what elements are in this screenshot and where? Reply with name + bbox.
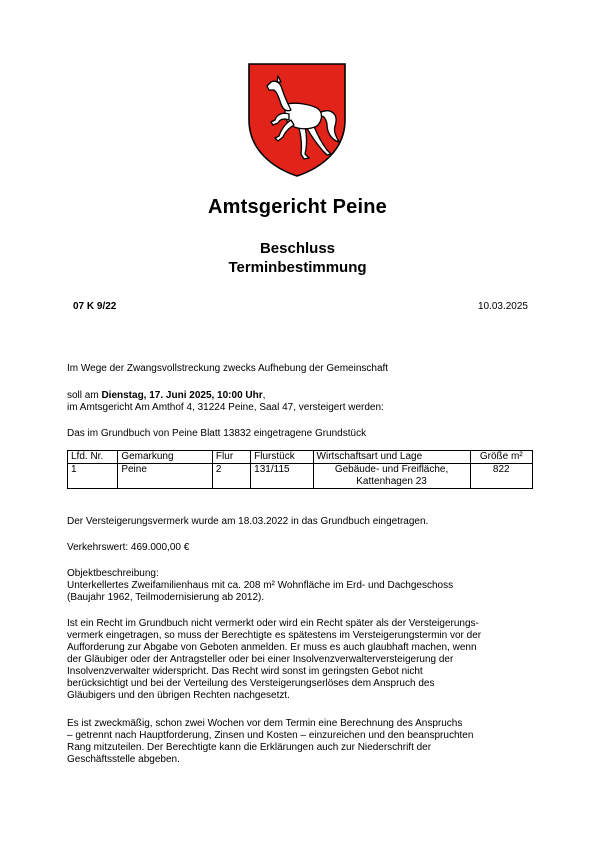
- termin-place: im Amtsgericht Am Amthof 4, 31224 Peine, Saal 47, versteigert werden:: [67, 402, 384, 413]
- verkehrswert-text: Verkehrswert: 469.000,00 €: [67, 542, 190, 553]
- cell-gemarkung: Peine: [118, 464, 213, 489]
- cell-flurstueck: 131/115: [251, 464, 313, 489]
- recht-line: Insolvenzverwalter widerspricht. Das Recht wird sonst im geringsten Gebot nicht: [67, 666, 423, 677]
- doc-subtitle: Terminbestimmung: [228, 259, 367, 276]
- recht-line: Ist ein Recht im Grundbuch nicht vermerkt oder wird ein Recht später als der Versteigerungs-: [67, 618, 479, 629]
- termin-line: [67, 390, 533, 402]
- col-header-lfd: Lfd. Nr.: [68, 451, 118, 464]
- file-number: 07 K 9/22: [73, 301, 117, 312]
- zweck-line: – getrennt nach Hauptforderung, Zinsen und Kosten – einzureichen und den beanspruchten: [67, 730, 474, 741]
- zweck-line: Es ist zweckmäßig, schon zwei Wochen vor dem Termin eine Berechnung des Anspruchs: [67, 718, 463, 729]
- objekt-line: Unterkellertes Zweifamilienhaus mit ca. 208 m² Wohnfläche im Erd- und Dachgeschoss: [67, 580, 454, 591]
- zweck-paragraph: [67, 718, 533, 766]
- document-title: [0, 239, 595, 277]
- recht-line: vermerk eingetragen, so muss der Berechtigte es spätestens im Versteigerungstermin vor der: [67, 630, 482, 641]
- col-header-lage: Wirtschaftsart und Lage: [313, 451, 470, 464]
- recht-line: Aufforderung zur Abgabe von Geboten anmelden. Er muss es auch glaubhaft machen, wenn: [67, 642, 477, 653]
- col-header-flurstueck: Flurstück: [251, 451, 313, 464]
- cell-lage-line2: Kattenhagen 23: [356, 476, 427, 487]
- cell-flur: 2: [212, 464, 250, 489]
- zweck-line: Rang mitzuteilen. Der Berechtigte kann die Erklärungen auch zur Niederschrift der: [67, 742, 432, 753]
- termin-suffix: ,: [262, 390, 266, 401]
- cell-lfd: 1: [68, 464, 118, 489]
- recht-line: der Gläubiger oder der Antragsteller oder bei einer Insolvenzverwalterversteigerung der: [67, 654, 454, 665]
- col-header-groesse: Größe m²: [470, 451, 532, 464]
- col-header-flur: Flur: [212, 451, 250, 464]
- recht-line: berücksichtigt und bei der Verteilung des Versteigerungserlöses dem Anspruch des: [67, 678, 435, 689]
- vermerk-paragraph: [67, 516, 533, 528]
- document-date: 10.03.2025: [477, 301, 528, 312]
- grundbuch-text: Das im Grundbuch von Peine Blatt 13832 eingetragene Grundstück: [67, 428, 367, 439]
- parcel-table: [67, 450, 533, 489]
- vermerk-text: Der Versteigerungsvermerk wurde am 18.03.2022 in das Grundbuch eingetragen.: [67, 516, 429, 527]
- termin-prefix: soll am: [67, 390, 102, 401]
- table-header-row: [68, 451, 533, 464]
- termin-date: Dienstag, 17. Juni 2025, 10:00 Uhr: [101, 390, 263, 401]
- intro-paragraph: [67, 363, 533, 375]
- court-name: Amtsgericht Peine: [207, 196, 387, 218]
- intro-text: Im Wege der Zwangsvollstreckung zwecks Aufhebung der Gemeinschaft: [67, 363, 389, 374]
- col-header-gemarkung: Gemarkung: [118, 451, 213, 464]
- verkehrswert-paragraph: [67, 542, 533, 554]
- recht-line: Gläubigers und den übrigen Rechten nachgesetzt.: [67, 690, 290, 701]
- grundbuch-paragraph: [67, 428, 533, 440]
- termin-paragraph: [67, 390, 533, 414]
- objekt-line: (Baujahr 1962, Teilmodernisierung ab 2012).: [67, 592, 265, 603]
- cell-lage-line1: Gebäude- und Freifläche,: [334, 464, 449, 475]
- zweck-line: Geschäftsstelle abgeben.: [67, 754, 180, 765]
- objekt-heading: Objektbeschreibung:: [67, 568, 159, 579]
- doc-type: Beschluss: [259, 240, 336, 257]
- recht-paragraph: [67, 618, 533, 702]
- objekt-paragraph: [67, 568, 533, 604]
- cell-groesse: 822: [470, 464, 532, 489]
- table-row: [68, 464, 533, 489]
- cell-lage: [313, 464, 470, 489]
- lower-saxony-horse-crest-icon: [247, 62, 347, 178]
